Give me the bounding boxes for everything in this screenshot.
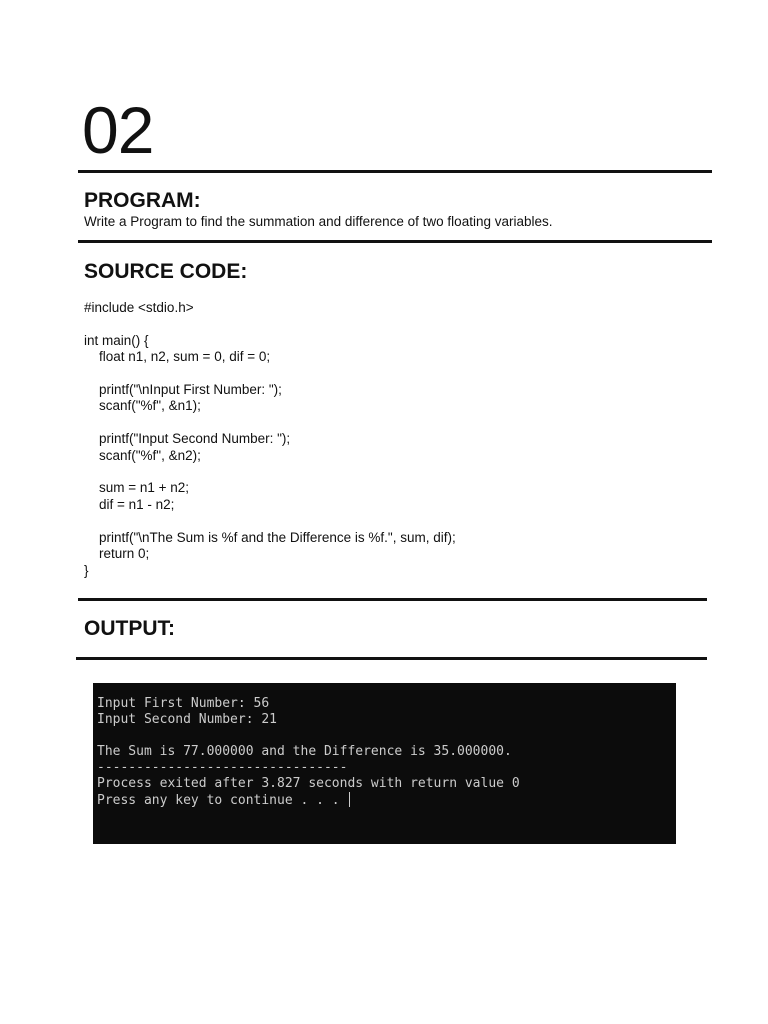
divider-top xyxy=(78,170,712,173)
source-code-block: #include <stdio.h> int main() { float n1, n2, sum = 0, dif = 0; printf("\nInput First Number: "); scanf("%f", &n1); printf("Input Second Number: "); scanf("%f", &n2); sum = n1 + n2; dif = n1 - n2; printf("\nThe Sum is %f and the Difference is %f.", sum, dif); return 0; } xyxy=(84,300,456,578)
divider-output xyxy=(76,657,707,660)
source-code-heading: SOURCE CODE: xyxy=(84,260,248,283)
terminal-output-text: Input First Number: 56 Input Second Number: 21 The Sum is 77.000000 and the Difference is 35.000000. -------------------------------- Process exited after 3.827 seconds with return value 0 Press any key to continue . . . xyxy=(97,696,520,808)
divider-source xyxy=(78,598,707,601)
divider-program xyxy=(78,240,712,243)
terminal-output xyxy=(97,696,672,809)
terminal-window xyxy=(93,683,676,844)
program-heading: PROGRAM: xyxy=(84,189,201,212)
program-description: Write a Program to find the summation and difference of two floating variables. xyxy=(84,214,553,229)
terminal-cursor xyxy=(349,792,350,807)
output-heading: OUTPUT: xyxy=(84,617,175,640)
page-number: 02 xyxy=(82,93,154,167)
